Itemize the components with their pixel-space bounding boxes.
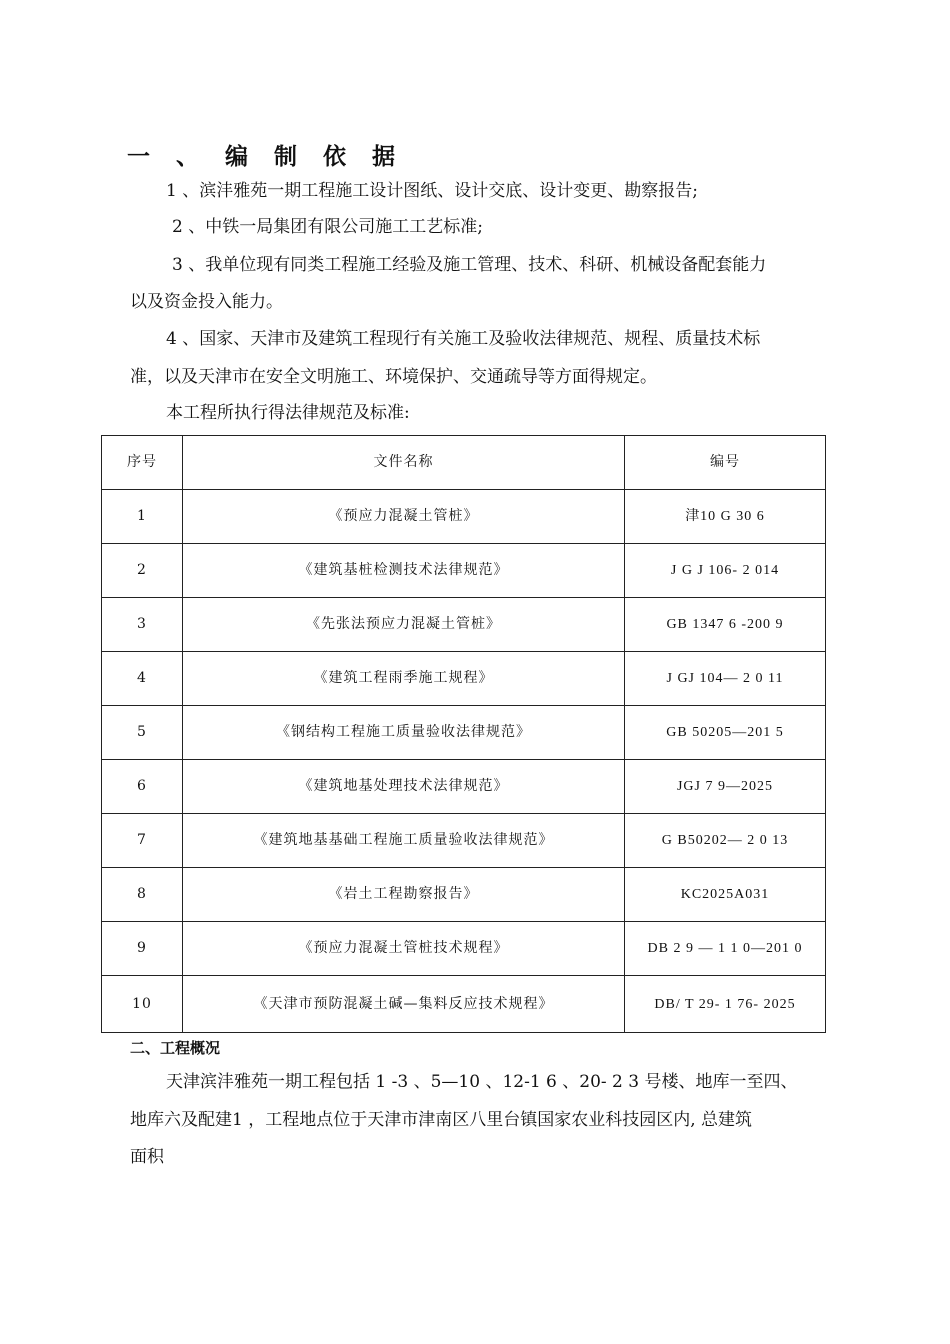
overview-line-1: 天津滨沣雅苑一期工程包括 1 -3 、5—10 、12-1 6 、20- 2 3 号楼、地库一至四、 [166,1072,798,1092]
table-row [102,706,826,760]
row-code: J GJ 104— 2 0 11 [625,652,826,706]
row-name: 《先张法预应力混凝土管桩》 [183,598,625,652]
row-name: 《建筑地基处理技术法律规范》 [183,760,625,814]
basis-item-4: 4 、国家、天津市及建筑工程现行有关施工及验收法律规范、规程、质量技术标 [166,329,761,349]
overview-line-3: 面积 [130,1147,164,1167]
table-row [102,598,826,652]
basis-item-3: 3 、我单位现有同类工程施工经验及施工管理、技术、科研、机械设备配套能力 [172,255,767,275]
table-row [102,490,826,544]
row-name: 《钢结构工程施工质量验收法律规范》 [183,706,625,760]
section-heading-basis: 一 、 编 制 依 据 [127,144,405,170]
row-no: 10 [102,976,183,1033]
table-row [102,652,826,706]
basis-item-4-cont: 准，以及天津市在安全文明施工、环境保护、交通疏导等方面得规定。 [130,367,657,387]
basis-item-1: 1 、滨沣雅苑一期工程施工设计图纸、设计交底、设计变更、勘察报告; [166,181,698,201]
row-name: 《建筑基桩检测技术法律规范》 [183,544,625,598]
header-no: 序号 [102,436,183,490]
row-name: 《建筑工程雨季施工规程》 [183,652,625,706]
row-name: 《预应力混凝土管桩》 [183,490,625,544]
row-no: 6 [102,760,183,814]
row-code: DB 2 9 — 1 1 0—201 0 [625,922,826,976]
standards-table [101,435,826,1033]
section-heading-overview: 二、工程概况 [130,1039,221,1057]
table-row [102,544,826,598]
row-no: 3 [102,598,183,652]
row-code: 津10 G 30 6 [625,490,826,544]
row-name: 《预应力混凝土管桩技术规程》 [183,922,625,976]
row-code: GB 1347 6 -200 9 [625,598,826,652]
row-no: 2 [102,544,183,598]
row-no: 5 [102,706,183,760]
basis-item-2: 2 、中铁一局集团有限公司施工工艺标准; [172,217,483,237]
row-code: DB/ T 29- 1 76- 2025 [625,976,826,1033]
row-code: GB 50205—201 5 [625,706,826,760]
table-row [102,760,826,814]
row-code: JGJ 7 9—2025 [625,760,826,814]
standards-intro: 本工程所执行得法律规范及标准: [166,403,410,423]
row-code: G B50202— 2 0 13 [625,814,826,868]
row-code: J G J 106- 2 014 [625,544,826,598]
overview-line-2: 地库六及配建1 ，工程地点位于天津市津南区八里台镇国家农业科技园区内, 总建筑 [130,1110,753,1130]
table-row [102,976,826,1033]
row-no: 1 [102,490,183,544]
header-name: 文件名称 [183,436,625,490]
row-name: 《建筑地基基础工程施工质量验收法律规范》 [183,814,625,868]
basis-item-3-cont: 以及资金投入能力。 [130,292,283,312]
table-row [102,868,826,922]
row-no: 7 [102,814,183,868]
table-header-row [102,436,826,490]
row-no: 9 [102,922,183,976]
row-name: 《天津市预防混凝土碱—集料反应技术规程》 [183,976,625,1033]
row-code: KC2025A031 [625,868,826,922]
row-no: 4 [102,652,183,706]
header-code: 编号 [625,436,826,490]
table-row [102,814,826,868]
row-no: 8 [102,868,183,922]
row-name: 《岩土工程勘察报告》 [183,868,625,922]
table-row [102,922,826,976]
